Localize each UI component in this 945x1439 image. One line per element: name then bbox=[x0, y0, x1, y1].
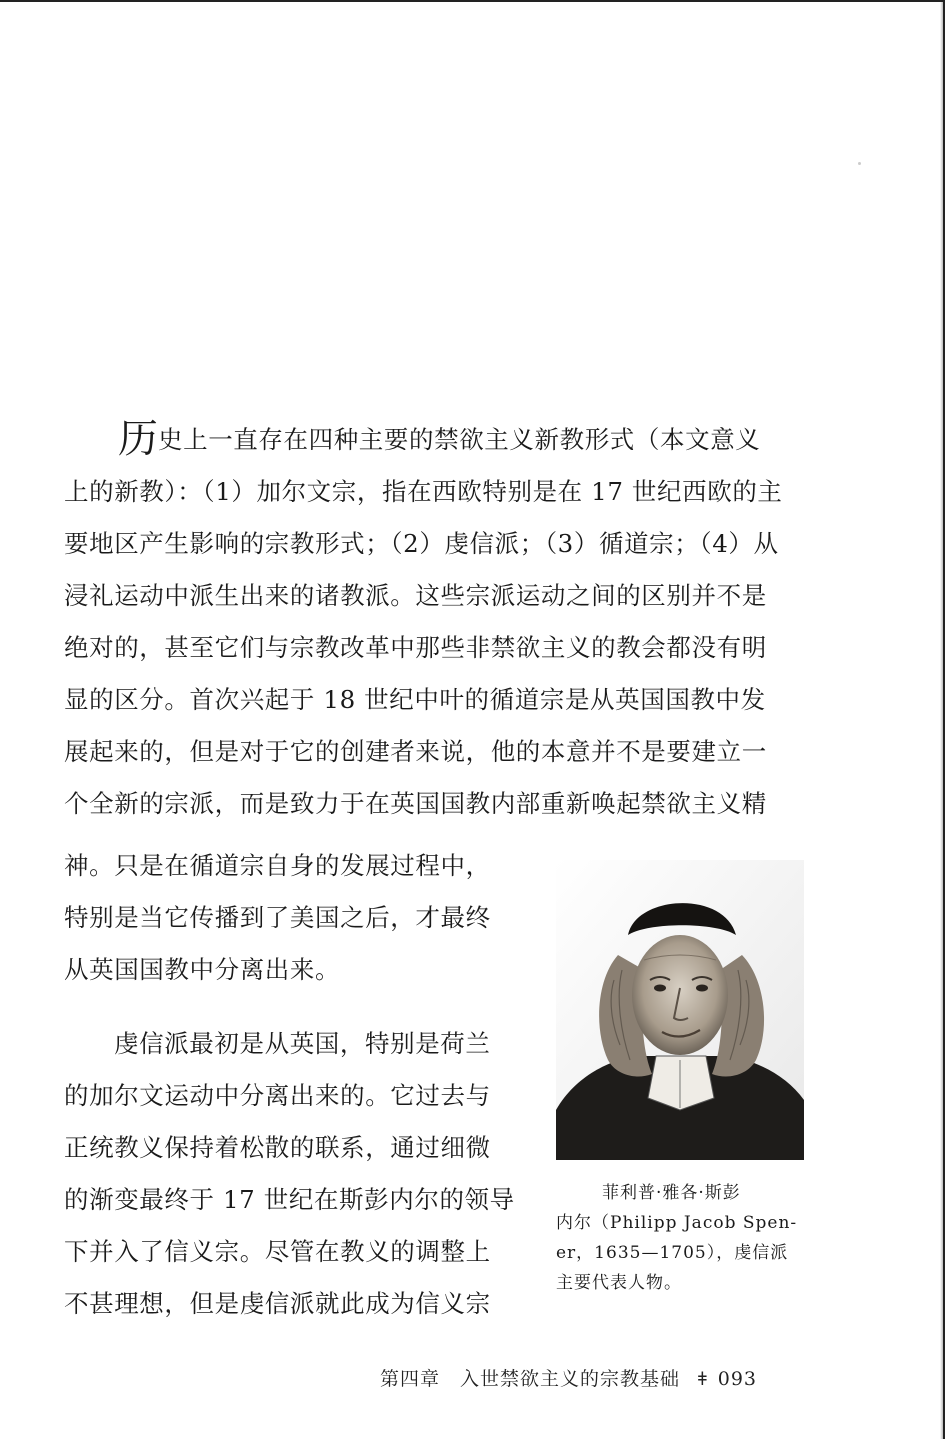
caption-line: 主要代表人物。 bbox=[556, 1273, 682, 1293]
text-line: 正统教义保持着松散的联系，通过细微 bbox=[64, 1133, 491, 1162]
paper-speck bbox=[858, 162, 861, 165]
figure-caption bbox=[556, 1178, 806, 1298]
body-text-wrapped bbox=[64, 840, 534, 1330]
text-line: 特别是当它传播到了美国之后，才最终 bbox=[64, 903, 491, 932]
drop-cap: 历 bbox=[118, 416, 158, 462]
caption-line: er，1635—1705），虔信派 bbox=[556, 1243, 789, 1263]
page-number: 093 bbox=[717, 1368, 758, 1390]
text-line: 从英国国教中分离出来。 bbox=[64, 955, 341, 984]
text-line: 不甚理想，但是虔信派就此成为信义宗 bbox=[64, 1289, 491, 1318]
page-footer bbox=[380, 1364, 810, 1391]
text-line: 显的区分。首次兴起于 18 世纪中叶的循道宗是从英国国教中发 bbox=[64, 685, 766, 714]
text-line: 展起来的，但是对于它的创建者来说，他的本意并不是要建立一 bbox=[64, 737, 767, 766]
text-line: 上的新教）：（1）加尔文宗，指在西欧特别是在 17 世纪西欧的主 bbox=[64, 477, 783, 506]
caption-line: 菲利普·雅各·斯彭 bbox=[602, 1183, 741, 1203]
text-line: 的加尔文运动中分离出来的。它过去与 bbox=[64, 1081, 491, 1110]
text-line: 浸礼运动中派生出来的诸教派。这些宗派运动之间的区别并不是 bbox=[64, 581, 767, 610]
caption-line: 内尔（Philipp Jacob Spen- bbox=[556, 1213, 798, 1233]
text-line: 的渐变最终于 17 世纪在斯彭内尔的领导 bbox=[64, 1185, 515, 1214]
text-line-content: 史上一直存在四种主要的禁欲主义新教形式（本文意义 bbox=[158, 425, 761, 454]
footer-separator-icon: ǂ bbox=[698, 1368, 708, 1390]
body-text-full-width bbox=[64, 414, 806, 830]
paragraph-pietism bbox=[64, 1018, 534, 1330]
text-line: 个全新的宗派，而是致力于在英国国教内部重新唤起禁欲主义精 bbox=[64, 789, 767, 818]
chapter-title: 第四章 入世禁欲主义的宗教基础 bbox=[380, 1368, 681, 1390]
text-line bbox=[64, 414, 806, 466]
text-line: 神。只是在循道宗自身的发展过程中， bbox=[64, 851, 491, 880]
text-line: 虔信派最初是从英国，特别是荷兰 bbox=[114, 1029, 491, 1058]
text-line: 下并入了信义宗。尽管在教义的调整上 bbox=[64, 1237, 491, 1266]
portrait-image bbox=[556, 860, 804, 1160]
text-line: 要地区产生影响的宗教形式；（2）虔信派；（3）循道宗；（4）从 bbox=[64, 529, 779, 558]
text-line: 绝对的，甚至它们与宗教改革中那些非禁欲主义的教会都没有明 bbox=[64, 633, 767, 662]
